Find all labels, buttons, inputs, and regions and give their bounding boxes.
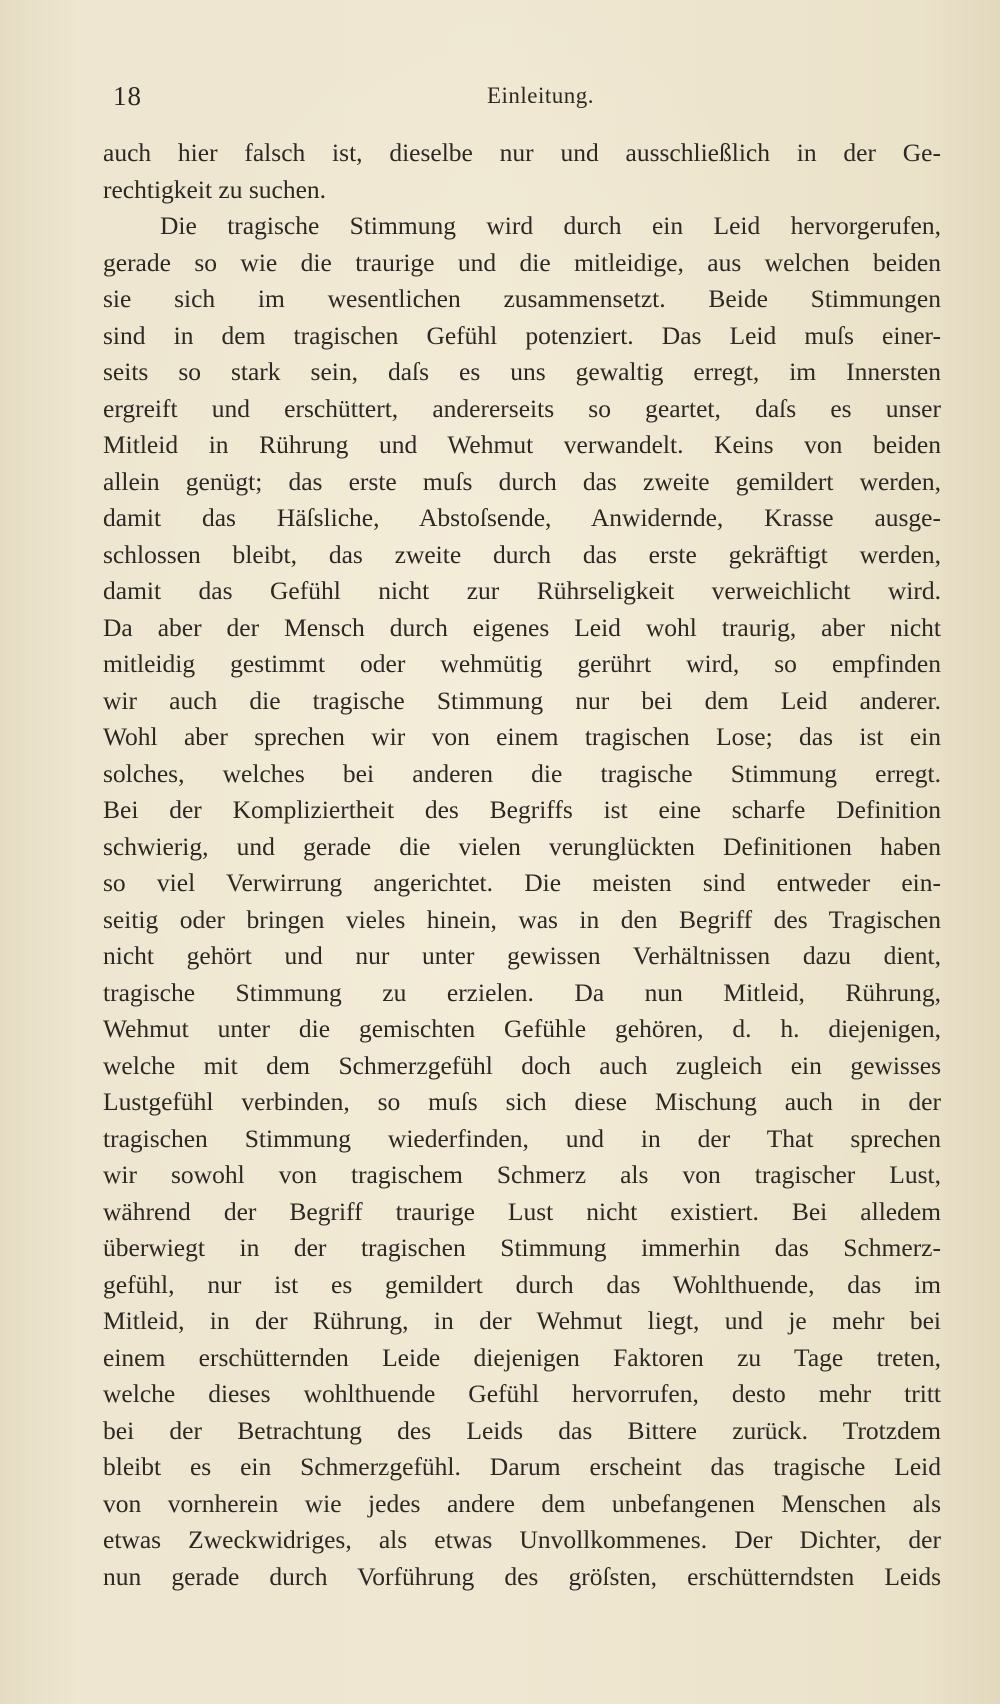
text-line: schlossen bleibt, das zweite durch das erste gekräftigt werden, [103,539,941,569]
text-line: nun gerade durch Vorführung des gröſsten, erschütterndsten Leids [103,1561,941,1591]
text-line: schwierig, und gerade die vielen verunglückten Definitionen haben [103,831,941,861]
text-line: Mitleid, in der Rührung, in der Wehmut liegt, und je mehr bei [103,1306,941,1335]
text-line: tragische Stimmung zu erzielen. Da nun Mitleid, Rührung, [103,977,941,1007]
text-line: gefühl, nur ist es gemildert durch das Wohlthuende, das im [103,1269,941,1299]
text-line: tragischen Stimmung wiederfinden, und in der That sprechen [103,1123,941,1153]
text-line: Mitleid in Rührung und Wehmut verwandelt. Keins von beiden [103,430,941,459]
text-line: solches, welches bei anderen die tragische Stimmung erregt. [103,758,941,788]
body-text [103,135,941,1595]
text-line: rechtigkeit zu suchen. [103,174,327,204]
text-line: seitig oder bringen vieles hinein, was in den Begriff des Tragischen [103,904,941,934]
text-line: einem erschütternden Leide diejenigen Faktoren zu Tage treten, [103,1342,941,1372]
text-line: Die tragische Stimmung wird durch ein Leid hervorgerufen, [160,211,941,240]
page-number: 18 [113,81,142,111]
text-line: von vornherein wie jedes andere dem unbefangenen Menschen als [103,1488,941,1518]
text-line: so viel Verwirrung angerichtet. Die meisten sind entweder ein- [103,868,941,897]
text-line: etwas Zweckwidriges, als etwas Unvollkommenes. Der Dichter, der [103,1525,941,1554]
text-line: mitleidig gestimmt oder wehmütig gerührt wird, so empfinden [103,649,941,678]
text-line: ergreift und erschüttert, andererseits so geartet, daſs es unser [103,393,941,423]
text-line: während der Begriff traurige Lust nicht existiert. Bei alledem [103,1196,941,1226]
text-line: damit das Gefühl nicht zur Rührseligkeit verweichlicht wird. [103,576,941,605]
text-line: Da aber der Mensch durch eigenes Leid wohl traurig, aber nicht [103,612,941,642]
text-line: sind in dem tragischen Gefühl potenziert. Das Leid muſs einer- [103,320,941,350]
text-line: überwiegt in der tragischen Stimmung immerhin das Schmerz- [103,1233,941,1262]
text-line: welche mit dem Schmerzgefühl doch auch zugleich ein gewisses [103,1050,941,1080]
text-line: wir sowohl von tragischem Schmerz als von tragischer Lust, [103,1160,941,1189]
text-line: seits so stark sein, daſs es uns gewaltig erregt, im Innersten [103,357,941,386]
text-line: sie sich im wesentlichen zusammensetzt. Beide Stimmungen [103,284,941,313]
running-head [113,76,938,116]
text-line: bleibt es ein Schmerzgefühl. Darum erscheint das tragische Leid [103,1452,941,1481]
text-line: auch hier falsch ist, dieselbe nur und ausschließlich in der Ge- [103,138,941,167]
text-line: welche dieses wohlthuende Gefühl hervorrufen, desto mehr tritt [103,1379,941,1408]
running-title: Einleitung. [486,83,595,108]
text-line: damit das Häſsliche, Abstoſsende, Anwidernde, Krasse ausge- [103,503,941,532]
text-line: nicht gehört und nur unter gewissen Verhältnissen dazu dient, [103,941,941,970]
text-line: Wohl aber sprechen wir von einem tragischen Lose; das ist ein [103,722,941,751]
text-line: Lustgefühl verbinden, so muſs sich diese Mischung auch in der [103,1087,941,1116]
text-line: Bei der Kompliziertheit des Begriffs ist eine scharfe Definition [103,795,941,824]
text-line: wir auch die tragische Stimmung nur bei dem Leid anderer. [103,685,941,715]
text-line: bei der Betrachtung des Leids das Bittere zurück. Trotzdem [103,1415,941,1445]
text-line: gerade so wie die traurige und die mitleidige, aus welchen beiden [103,247,941,277]
text-line: Wehmut unter die gemischten Gefühle gehören, d. h. diejenigen, [103,1014,941,1043]
text-line: allein genügt; das erste muſs durch das zweite gemildert werden, [103,466,941,496]
